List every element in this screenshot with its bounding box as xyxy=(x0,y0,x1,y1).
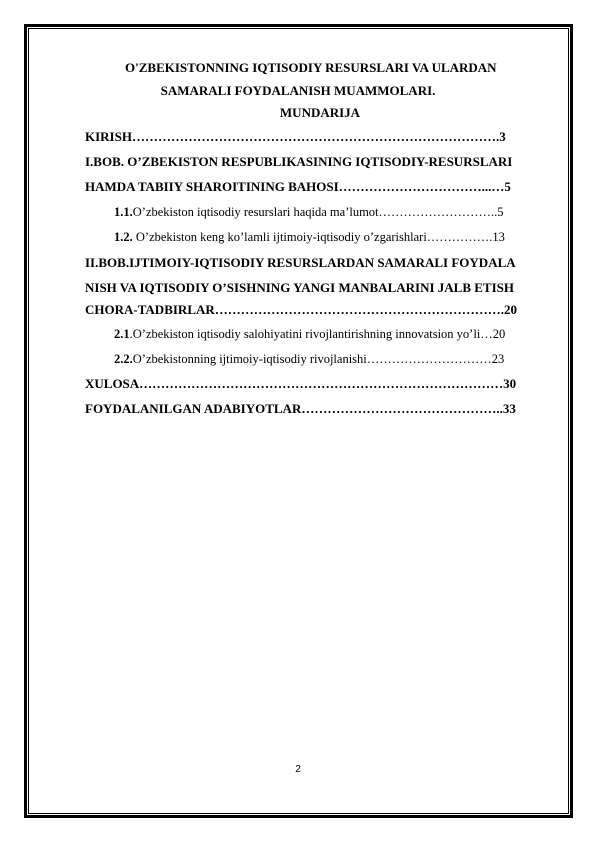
section-title: O’zbekistonning ijtimoiy-iqtisodiy rivojlanishi…………………………23 xyxy=(132,352,505,366)
section-title: O’zbekiston iqtisodiy resurslari haqida ma’lumot………………………..5 xyxy=(132,205,504,219)
section-number: 1.2. xyxy=(114,230,133,244)
page-border-inner xyxy=(28,28,569,814)
toc-entry-chapter2-line3: CHORA-TADBIRLAR………………………………………………………….20 xyxy=(85,302,518,317)
toc-entry-section-1-1 xyxy=(114,205,553,220)
page-number: 2 xyxy=(295,764,301,775)
document-title-line-1: O'ZBEKISTONNING IQTISODIY RESURSLARI VA ULARDAN xyxy=(125,60,497,75)
toc-entry-conclusion: XULOSA…………………………………………………………………………30 xyxy=(85,376,517,391)
toc-entry-chapter2-line2: NISH VA IQTISODIY O’SISHNING YANGI MANBALARINI JALB ETISH xyxy=(85,280,514,295)
toc-entry-references: FOYDALANILGAN ADABIYOTLAR………………………………………..33 xyxy=(85,401,516,416)
section-number: 2.1 xyxy=(114,327,130,341)
section-title: O’zbekiston keng ko’lamli ijtimoiy-iqtisodiy o’zgarishlari…………….13 xyxy=(132,230,505,244)
toc-entry-section-2-2 xyxy=(114,352,553,367)
toc-entry-section-1-2 xyxy=(114,230,553,245)
section-number: 1.1. xyxy=(114,205,133,219)
section-number: 2.2. xyxy=(114,352,133,366)
toc-entry-intro: KIRISH………………………………………………………………………….3 xyxy=(85,129,506,144)
toc-entry-chapter1-line2: HAMDA TABIIY SHAROITINING BAHOSI……………………………...…5 xyxy=(85,179,511,194)
toc-heading: MUNDARIJA xyxy=(279,105,361,120)
toc-entry-chapter1-line1: I.BOB. O’ZBEKISTON RESPUBLIKASINING IQTISODIY-RESURSLARI xyxy=(85,154,513,169)
toc-entry-chapter2-line1: II.BOB.IJTIMOIY-IQTISODIY RESURSLARDAN SAMARALI FOYDALA xyxy=(85,255,516,270)
document-title-line-2: SAMARALI FOYDALANISH MUAMMOLARI. xyxy=(160,83,436,98)
toc-entry-section-2-1 xyxy=(114,327,553,342)
section-title: .O’zbekiston iqtisodiy salohiyatini rivojlantirishning innovatsion yo’li…20 xyxy=(129,327,506,341)
